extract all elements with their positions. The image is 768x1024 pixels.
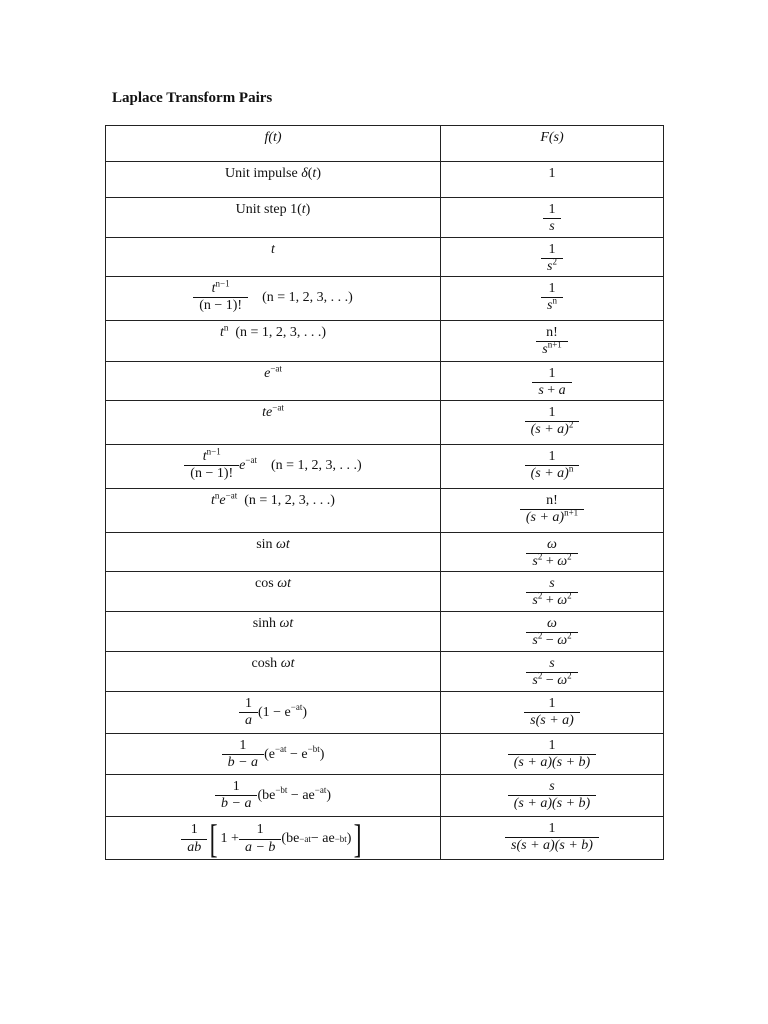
var-omega: ω xyxy=(547,537,557,552)
numerator xyxy=(197,446,227,465)
exponent: −at xyxy=(290,702,303,713)
denominator xyxy=(520,509,584,526)
var-t: t xyxy=(290,656,295,671)
b-minus-a: b − a xyxy=(221,796,252,812)
denominator xyxy=(222,754,264,771)
Fs-cell xyxy=(441,362,664,401)
sa-sb: (s + a)(s + b) xyxy=(513,755,591,771)
laplace-table xyxy=(105,125,664,860)
numerator xyxy=(543,576,560,592)
fraction xyxy=(526,656,577,689)
var-s: s xyxy=(549,779,555,794)
close-paren: ) xyxy=(302,704,308,720)
Fs-cell xyxy=(441,238,664,277)
numerator: 1 xyxy=(548,405,556,420)
Fs-cell xyxy=(441,401,664,445)
ft-cell xyxy=(106,533,441,572)
denominator xyxy=(239,839,281,856)
Fs-cell xyxy=(441,734,664,775)
close-paren: ) xyxy=(326,787,331,803)
var-omega: ω xyxy=(279,616,290,631)
ft-cell xyxy=(106,612,441,652)
fraction xyxy=(526,537,577,570)
ft-cell: $\frac{t^{n-1}}{(n - 1)!}$ $e^{-at}$ (n = 1, 2, 3, . . .) xyxy=(106,445,441,489)
table-row xyxy=(106,445,664,489)
denominator xyxy=(525,421,580,438)
impulse-label: Unit impulse xyxy=(225,166,298,181)
denominator xyxy=(536,341,568,358)
fraction xyxy=(532,366,571,399)
table-row xyxy=(106,734,664,775)
denominator xyxy=(505,837,599,854)
var-omega: ω xyxy=(557,554,568,570)
header-Fs-text: F(s) xyxy=(540,130,564,145)
ft-cell xyxy=(106,734,441,775)
Fs-cell xyxy=(441,533,664,572)
n-range: (n = 1, 2, 3, . . .) xyxy=(262,289,353,305)
denominator xyxy=(541,258,563,275)
fraction xyxy=(222,738,264,771)
ft-cell xyxy=(106,775,441,817)
numerator: 1 xyxy=(232,779,240,794)
var-s: s xyxy=(549,576,555,591)
exponent: 2 xyxy=(567,590,572,601)
sinh-label: sinh xyxy=(252,616,280,631)
ft-cell xyxy=(106,652,441,692)
denominator xyxy=(181,839,207,856)
denominator xyxy=(508,754,596,771)
var-omega: ω xyxy=(276,537,286,552)
denominator xyxy=(525,465,580,482)
var-s: s xyxy=(532,554,538,570)
numerator: 1 xyxy=(548,366,556,381)
exponent: n−1 xyxy=(206,446,221,457)
n-range: (n = 1, 2, 3, . . .) xyxy=(235,325,327,340)
numerator: 1 xyxy=(190,822,198,838)
var-t: t xyxy=(211,281,216,296)
exponent: −at xyxy=(272,402,284,413)
Fs-cell xyxy=(441,489,664,533)
fraction xyxy=(536,325,568,358)
ab: ab xyxy=(187,839,202,855)
minus-e: − e xyxy=(286,746,308,762)
denominator xyxy=(526,672,577,689)
fraction xyxy=(543,202,562,235)
table-row xyxy=(106,321,664,362)
exponent: n xyxy=(223,322,229,333)
a-minus-b: a − b xyxy=(244,839,276,855)
cos-label: cos xyxy=(255,576,278,591)
n-range: (n = 1, 2, 3, . . .) xyxy=(270,457,362,473)
exponent: n xyxy=(552,295,557,306)
exponent: 2 xyxy=(552,256,557,267)
table-row xyxy=(106,362,664,401)
numerator xyxy=(543,656,560,672)
s-plus-a: (s + a) xyxy=(525,510,565,526)
numerator: 1 xyxy=(548,696,556,711)
s-sa-sb: s(s + a)(s + b) xyxy=(511,838,593,854)
close-paren: ) xyxy=(319,746,325,762)
table-row xyxy=(106,162,664,198)
fraction xyxy=(181,822,207,855)
ft-cell: Unit step 1(t) xyxy=(106,198,441,238)
ft-cell: $e^{-at}$ xyxy=(106,362,441,401)
numerator: 1 xyxy=(548,821,556,836)
var-s: s xyxy=(547,259,553,275)
var-a: a xyxy=(558,383,566,399)
denominator xyxy=(541,297,563,314)
var-omega: ω xyxy=(277,576,288,591)
exponent: −at xyxy=(245,455,257,466)
exponent: n+1 xyxy=(564,507,579,518)
table-row xyxy=(106,277,664,321)
close-paren: ) xyxy=(346,830,352,846)
numerator: 1 xyxy=(548,281,556,296)
var-omega: ω xyxy=(557,633,568,649)
Fs-cell xyxy=(441,572,664,612)
numerator: n! xyxy=(546,493,558,508)
numerator: 1 xyxy=(239,738,247,753)
var-omega: ω xyxy=(280,656,291,671)
ft-cell xyxy=(106,277,441,321)
exponent: 2 xyxy=(537,670,543,681)
fraction xyxy=(505,821,599,854)
value-one: 1 xyxy=(548,166,556,181)
exponent: 2 xyxy=(568,419,574,430)
var-s: s xyxy=(532,673,538,689)
denominator xyxy=(508,795,596,812)
table-row xyxy=(106,401,664,445)
header-Fs xyxy=(441,126,664,162)
var-t: t xyxy=(312,166,317,181)
var-s: s xyxy=(547,298,553,314)
ft-cell: $te^{-at}$ xyxy=(106,401,441,445)
exponent: 2 xyxy=(537,630,543,641)
fraction xyxy=(525,449,580,482)
table-row xyxy=(106,612,664,652)
plus: + xyxy=(542,554,558,570)
exponent: −bt xyxy=(307,744,320,755)
fraction xyxy=(541,281,563,314)
denominator: s + a xyxy=(532,382,571,399)
document-title: Laplace Transform Pairs xyxy=(112,90,273,106)
sin-label: sin xyxy=(256,537,277,552)
exponent: 2 xyxy=(537,551,543,562)
table-row xyxy=(106,238,664,277)
left-bracket: [ xyxy=(209,816,218,861)
be-open: (be xyxy=(281,830,300,846)
header-ft-text: f(t) xyxy=(264,130,282,145)
var-s: s xyxy=(532,633,538,649)
var-t: t xyxy=(211,493,215,508)
table-row xyxy=(106,198,664,238)
var-omega: ω xyxy=(557,593,568,609)
var-t: t xyxy=(287,576,291,591)
denominator xyxy=(543,218,560,235)
table-header-row xyxy=(106,126,664,162)
var-a: a xyxy=(244,713,252,729)
table-row xyxy=(106,489,664,533)
var-s: s xyxy=(549,219,555,235)
cosh-label: cosh xyxy=(251,656,281,671)
minus-ae: − ae xyxy=(310,830,335,846)
Fs-cell xyxy=(441,162,664,198)
ft-cell xyxy=(106,238,441,277)
fraction xyxy=(524,696,580,729)
fraction xyxy=(526,576,577,609)
var-omega: ω xyxy=(557,673,568,689)
numerator: 1 xyxy=(548,242,556,257)
fraction xyxy=(541,242,563,275)
s-plus-a: (s + a) xyxy=(530,466,569,482)
ft-cell xyxy=(106,692,441,734)
exponent: 2 xyxy=(567,630,572,641)
var-t: t xyxy=(202,449,207,464)
table-row xyxy=(106,692,664,734)
numerator: 1 xyxy=(548,449,556,464)
var-t: t xyxy=(271,242,275,257)
var-t: t xyxy=(289,616,294,631)
var-s: s xyxy=(532,593,538,609)
s-times-s-plus-a: s(s + a) xyxy=(530,713,574,729)
numerator: 1 xyxy=(548,202,556,217)
exponent: −at xyxy=(314,785,327,796)
exponent: n−1 xyxy=(215,278,230,289)
var-t: t xyxy=(219,325,224,340)
table-row xyxy=(106,775,664,817)
var-t: t xyxy=(262,405,267,420)
exponent: 2 xyxy=(537,590,543,601)
fraction xyxy=(193,278,248,314)
Fs-cell xyxy=(441,612,664,652)
numerator: 1 xyxy=(256,822,264,838)
Fs-cell xyxy=(441,652,664,692)
paren-expr: (1 − e xyxy=(257,704,291,720)
table-row xyxy=(106,652,664,692)
fraction xyxy=(508,738,596,771)
bracket-expr: [ 1 + $\frac{1}{a - b}$ (be −at − ae −bt ) ] xyxy=(209,816,363,861)
one-plus: 1 + xyxy=(220,830,239,846)
ft-cell xyxy=(106,321,441,362)
var-s: s xyxy=(538,383,544,399)
sa-sb: (s + a)(s + b) xyxy=(513,796,591,812)
minus: − xyxy=(542,633,558,649)
numerator: 1 xyxy=(548,738,556,753)
fraction xyxy=(525,405,580,438)
exponent: n xyxy=(568,463,574,474)
exponent: −at xyxy=(274,744,287,755)
denominator: (n − 1)! xyxy=(193,297,248,314)
Fs-cell xyxy=(441,321,664,362)
exponent: n xyxy=(214,490,220,501)
Fs-cell xyxy=(441,198,664,238)
numerator: n! xyxy=(546,325,558,340)
numerator xyxy=(543,779,560,795)
denominator xyxy=(239,712,258,729)
b-minus-a: b − a xyxy=(227,755,259,771)
Fs-cell xyxy=(441,817,664,860)
denominator xyxy=(526,592,577,609)
ft-cell xyxy=(106,572,441,612)
denominator xyxy=(526,553,577,570)
fraction xyxy=(239,696,258,729)
minus-ae: − ae xyxy=(287,787,315,803)
fraction xyxy=(215,779,257,812)
exponent: −bt xyxy=(275,785,288,796)
var-t: t xyxy=(285,537,290,552)
numerator xyxy=(206,278,236,297)
delta-symbol: δ xyxy=(301,166,308,181)
table-row xyxy=(106,817,664,860)
numerator xyxy=(541,616,563,632)
right-bracket: ] xyxy=(354,816,363,861)
s-plus-a: (s + a) xyxy=(530,422,569,438)
header-ft xyxy=(106,126,441,162)
var-omega: ω xyxy=(547,616,557,631)
minus: − xyxy=(542,673,558,689)
exponent: 2 xyxy=(567,670,572,681)
Fs-cell xyxy=(441,692,664,734)
exponent: 2 xyxy=(567,551,572,562)
fraction xyxy=(508,779,596,812)
fraction xyxy=(239,822,281,855)
numerator xyxy=(541,537,563,553)
table-row xyxy=(106,572,664,612)
denominator: (n − 1)! xyxy=(184,465,239,482)
be-open: (be xyxy=(257,787,276,803)
Fs-cell xyxy=(441,445,664,489)
var-t: t xyxy=(301,202,306,217)
numerator: 1 xyxy=(244,696,252,711)
ft-cell: Unit impulse δ(t) xyxy=(106,162,441,198)
var-s: s xyxy=(549,656,555,671)
fraction xyxy=(184,446,239,482)
exponent: −at xyxy=(270,363,282,374)
Fs-cell xyxy=(441,775,664,817)
table-row xyxy=(106,533,664,572)
denominator xyxy=(526,632,577,649)
e-open: (e xyxy=(264,746,275,762)
Fs-cell xyxy=(441,277,664,321)
denominator xyxy=(215,795,257,812)
fraction xyxy=(526,616,577,649)
exponent: n+1 xyxy=(547,339,562,350)
ft-cell: $t^ne^{-at}$ (n = 1, 2, 3, . . .) xyxy=(106,489,441,533)
fraction xyxy=(520,493,584,526)
n-range: (n = 1, 2, 3, . . .) xyxy=(244,493,335,508)
var-s: s xyxy=(542,342,548,358)
ft-cell xyxy=(106,817,441,860)
plus: + xyxy=(542,593,558,609)
denominator xyxy=(524,712,580,729)
step-label: Unit step 1 xyxy=(235,202,298,217)
exponent: −at xyxy=(225,490,238,501)
